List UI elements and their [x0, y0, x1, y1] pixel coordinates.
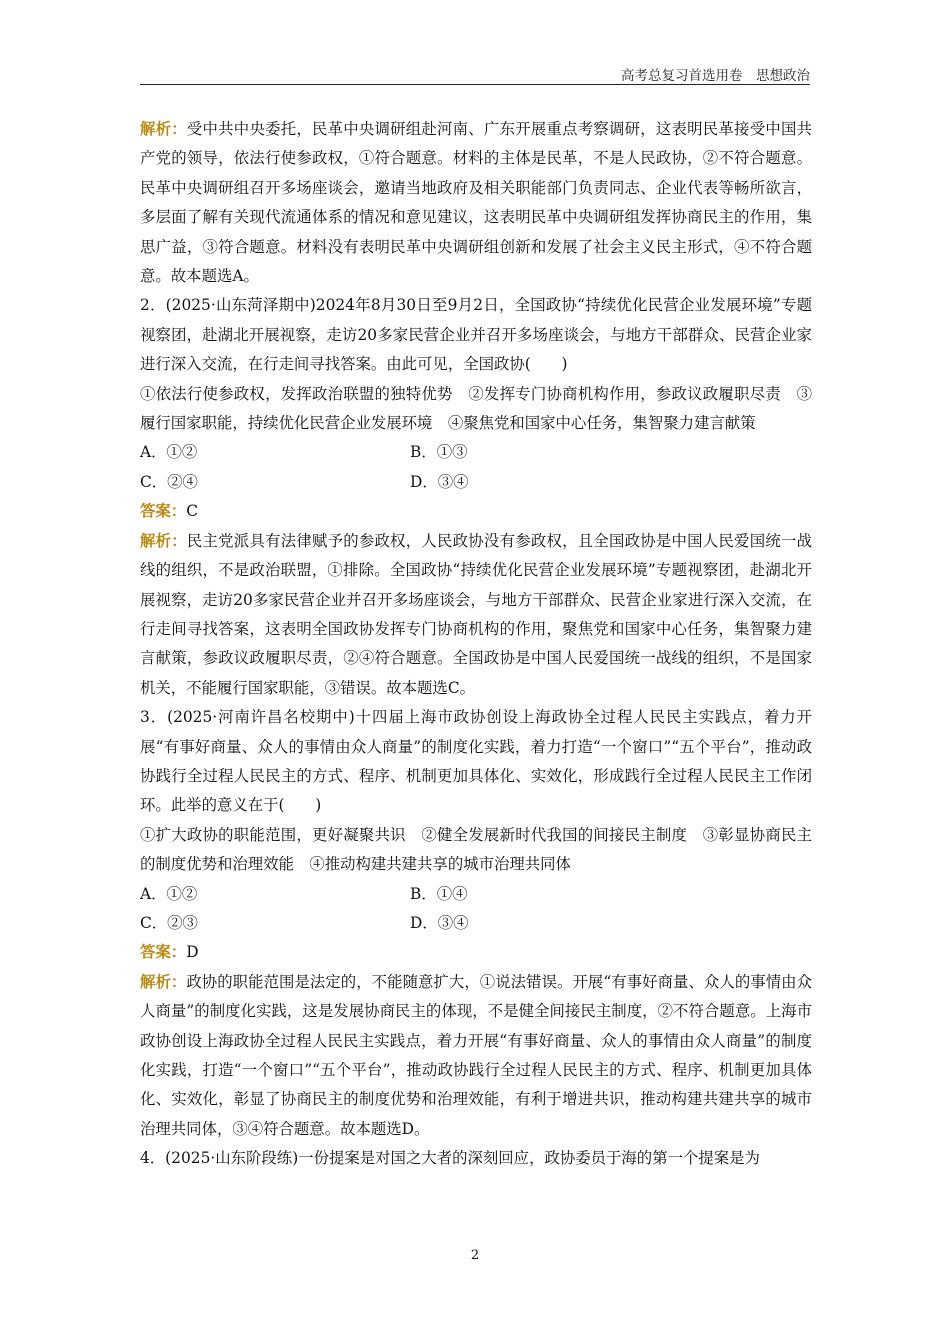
answer-text: D	[186, 943, 199, 962]
answer-line	[140, 938, 812, 967]
analysis-label: 解析：	[140, 531, 187, 550]
answer-text: C	[186, 502, 198, 521]
option-d: D．③④	[410, 472, 469, 491]
analysis-text: 民主党派具有法律赋予的参政权，人民政协没有参政权，且全国政协是中国人民爱国统一战线的组织，不是政治联盟，①排除。全国政协“持续优化民营企业发展环境”专题视察团，赴湖北开展视察，走访20多家民营企业并召开多场座谈会，与地方干部群众、民营企业家进行深入交流，在行走间寻找答案，这表明全国政协发挥专门协商机构的作用，聚焦党和国家中心任务，集智聚力建言献策，参政议政履职尽责，②④符合题意。全国政协是中国人民爱国统一战线的组织，不是国家机关，不能履行国家职能，③错误。故本题选C。	[140, 531, 812, 697]
option-row	[140, 909, 812, 938]
answer-label: 答案：	[140, 502, 187, 521]
option-b: B．①③	[410, 443, 468, 462]
option-row	[140, 880, 812, 909]
option-row	[140, 468, 812, 497]
header-title: 高考总复习首选用卷 思想政治	[621, 68, 810, 84]
question-stem: 2．(2025·山东菏泽期中)2024年8月30日至9月2日，全国政协“持续优化民营企业发展环境”专题视察团，赴湖北开展视察，走访20多家民营企业并召开多场座谈会，与地方干部群众、民营企业家进行深入交流，在行走间寻找答案。由此可见，全国政协( )	[140, 296, 812, 374]
option-c: C．②④	[140, 472, 198, 491]
analysis-label: 解析：	[140, 972, 187, 991]
option-row	[140, 438, 812, 467]
answer-line	[140, 497, 812, 526]
option-c: C．②③	[140, 913, 198, 932]
page-header	[140, 62, 810, 85]
page-content	[140, 115, 812, 1174]
analysis-paragraph	[140, 968, 812, 1144]
option-b: B．①④	[410, 884, 468, 903]
analysis-label: 解析：	[140, 120, 187, 138]
option-d: D．③④	[410, 913, 469, 932]
analysis-text: 政协的职能范围是法定的，不能随意扩大，①说法错误。开展“有事好商量、众人的事情由众人商量”的制度化实践，这是发展协商民主的体现，不是健全间接民主制度，②不符合题意。上海市政协创设上海政协全过程人民民主实践点，着力开展“有事好商量、众人的事情由众人商量”的制度化实践，打造“一个窗口”“五个平台”，推动政协践行全过程人民民主的方式、程序、机制更加具体化、实效化，彰显了协商民主的制度优势和治理效能，有利于增进共识，推动构建共建共享的城市治理共同体，③④符合题意。故本题选D。	[140, 972, 812, 1138]
option-a: A．①②	[140, 884, 198, 903]
analysis-paragraph	[140, 115, 812, 291]
question-stem: 3．(2025·河南许昌名校期中)十四届上海市政协创设上海政协全过程人民民主实践点，着力开展“有事好商量、众人的事情由众人商量”的制度化实践，着力打造“一个窗口”“五个平台”，推动政协践行全过程人民民主的方式、程序、机制更加具体化、实效化，形成践行全过程人民民主工作闭环。此举的意义在于( )	[140, 708, 812, 815]
question-statements: ①依法行使参政权，发挥政治联盟的独特优势 ②发挥专门协商机构作用，参政议政履职尽责 ③履行国家职能，持续优化民营企业发展环境 ④聚焦党和国家中心任务，集智聚力建言献策	[140, 384, 812, 433]
analysis-text: 受中共中央委托，民革中央调研组赴河南、广东开展重点考察调研，这表明民革接受中国共产党的领导，依法行使参政权，①符合题意。材料的主体是民革，不是人民政协，②不符合题意。民革中央调研组召开多场座谈会，邀请当地政府及相关职能部门负责同志、企业代表等畅所欲言，多层面了解有关现代流通体系的情况和意见建议，这表明民革中央调研组发挥协商民主的作用，集思广益，③符合题意。材料没有表明民革中央调研组创新和发展了社会主义民主形式，④不符合题意。故本题选A。	[140, 120, 812, 286]
analysis-paragraph	[140, 527, 812, 703]
question-statements: ①扩大政协的职能范围，更好凝聚共识 ②健全发展新时代我国的间接民主制度 ③彰显协商民主的制度优势和治理效能 ④推动构建共建共享的城市治理共同体	[140, 825, 812, 874]
question-stem: 4．(2025·山东阶段练)一份提案是对国之大者的深刻回应，政协委员于海的第一个提案是为	[140, 1149, 760, 1168]
page-number: 2	[470, 1248, 480, 1263]
answer-label: 答案：	[140, 943, 187, 962]
option-a: A．①②	[140, 443, 198, 462]
